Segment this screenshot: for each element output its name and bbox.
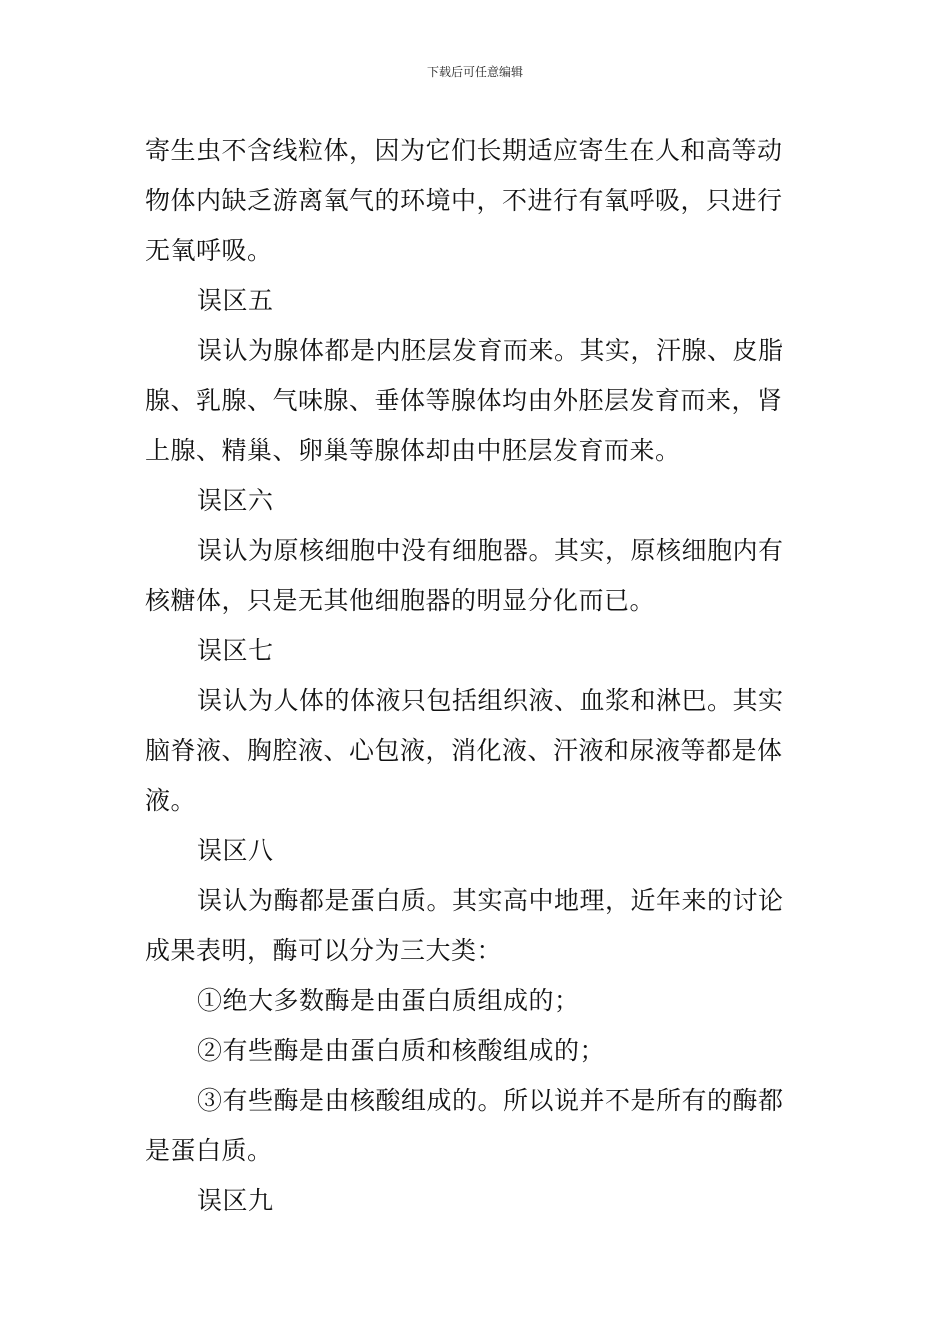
page-header: 下载后可任意编辑	[426, 65, 523, 79]
paragraph-line: 成果表明，酶可以分为三大类：	[145, 936, 503, 965]
paragraph-line: 误认为酶都是蛋白质。其实高中地理，近年来的讨论	[197, 886, 784, 915]
list-item: ②有些酶是由蛋白质和核酸组成的；	[197, 1036, 606, 1065]
paragraph-line: 是蛋白质。	[145, 1136, 273, 1165]
paragraph-line: 脑脊液、胸腔液、心包液，消化液、汗液和尿液等都是体	[145, 736, 783, 765]
paragraph-line: 误认为腺体都是内胚层发育而来。其实，汗腺、皮脂	[197, 336, 784, 365]
paragraph-line: 无氧呼吸。	[145, 236, 273, 265]
section-heading: 误区八	[197, 836, 274, 865]
paragraph-line: 液。	[145, 786, 197, 815]
paragraph-line: 腺、乳腺、气味腺、垂体等腺体均由外胚层发育而来，肾	[145, 386, 783, 415]
section-heading: 误区五	[197, 286, 274, 315]
paragraph-line: 误认为原核细胞中没有细胞器。其实，原核细胞内有	[197, 536, 784, 565]
paragraph-line: 误认为人体的体液只包括组织液、血浆和淋巴。其实	[197, 686, 784, 715]
list-item: ③有些酶是由核酸组成的。所以说并不是所有的酶都	[197, 1086, 784, 1115]
section-heading: 误区六	[197, 486, 274, 515]
paragraph-line: 上腺、精巢、卵巢等腺体却由中胚层发育而来。	[145, 436, 681, 465]
document-body	[145, 126, 807, 1226]
list-item: ①绝大多数酶是由蛋白质组成的；	[197, 986, 580, 1015]
paragraph-line: 寄生虫不含线粒体，因为它们长期适应寄生在人和高等动	[145, 136, 783, 165]
paragraph-line: 核糖体，只是无其他细胞器的明显分化而已。	[145, 586, 656, 615]
paragraph-line: 物体内缺乏游离氧气的环境中，不进行有氧呼吸，只进行	[145, 186, 783, 215]
section-heading: 误区九	[197, 1186, 274, 1215]
section-heading: 误区七	[197, 636, 274, 665]
